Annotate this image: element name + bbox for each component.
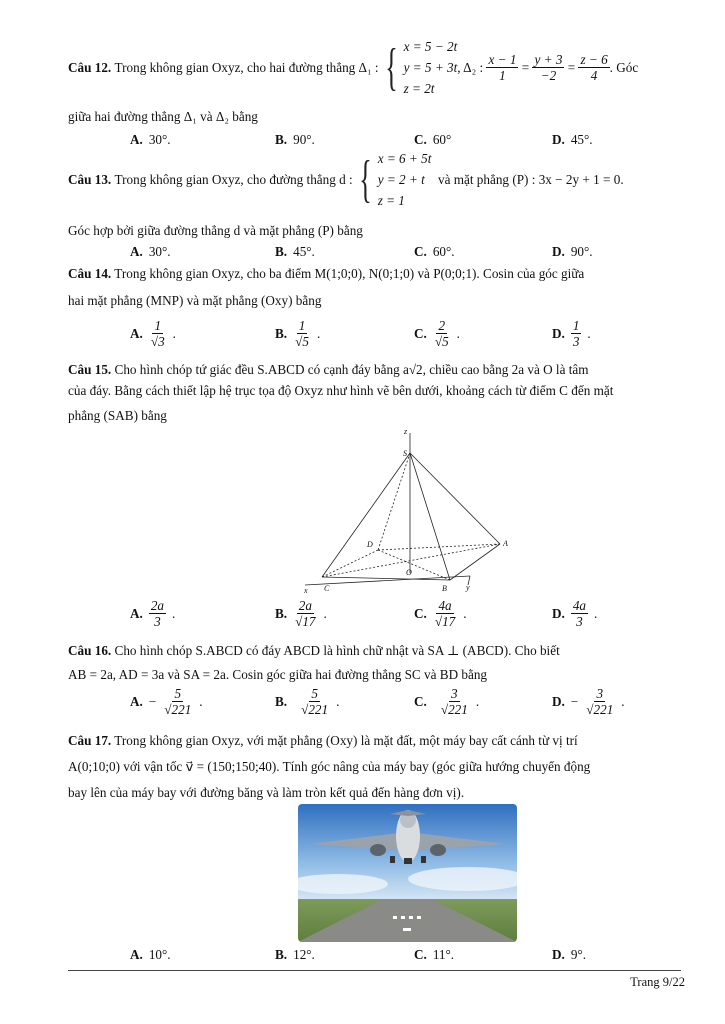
question-13: Câu 13. Trong không gian Oxyz, cho đường thẳng d : { x = 6 + 5t y = 2 + t z = 1 và mặt phẳng (P) : 3x − 2y + 1 = 0. xyxy=(68,148,681,211)
label-d: D xyxy=(367,540,373,549)
option-a[interactable]: A. 30°. xyxy=(130,132,171,147)
edge-dc xyxy=(322,550,378,577)
fraction-z: $\frac{z - 6}{4}$ xyxy=(580,52,608,83)
option-b[interactable]: B. 90°. xyxy=(275,132,315,147)
edge-ba xyxy=(450,544,500,580)
option-b[interactable]: B. $\frac{2a}{√17}$ . xyxy=(275,598,327,629)
question-16: Câu 16. Cho hình chóp S.ABCD có đáy ABCD là hình chữ nhật và SA ⊥ (ABCD). Cho biết AB = 2a, AD = 3a và SA = 2a. Cosin góc giữa hai đường thẳng SC và BD bằng xyxy=(68,643,560,682)
fraction-y: $\frac{y + 3}{-2}$ xyxy=(534,52,563,83)
option-c[interactable]: C. $\frac{3}{√221}$ . xyxy=(414,686,480,717)
line-d1-system: { x = 5 − 2t y = 5 + 3t z = 2t xyxy=(384,38,458,96)
airplane-photo xyxy=(298,804,517,942)
option-a[interactable]: A. $\frac{1}{√3}$ . xyxy=(130,318,176,349)
question-15-options xyxy=(0,598,725,638)
page-number: Trang 9/22 xyxy=(630,975,685,989)
question-12: Câu 12. Trong không gian Oxyz, cho hai đường thẳng Δ₁ : { x = 5 − 2t y = 5 + 3t z = 2t , Δ₂ : $\frac{x - 1}{1}$ = $\frac{y + 3}{-2}$ = $\frac{z - 6}{4}$ . Góc xyxy=(68,36,681,99)
question-14: Câu 14. Trong không gian Oxyz, cho ba điểm M(1;0;0), N(0;1;0) và P(0;0;1). Cosin của góc giữa hai mặt phẳng (MNP) và mặt phẳng (Oxy) bằng xyxy=(68,266,585,308)
option-b[interactable]: B. $\frac{1}{√5}$ . xyxy=(275,318,321,349)
option-c[interactable]: C. 60°. xyxy=(414,244,455,259)
diagonal-db xyxy=(378,550,450,580)
label-o: O xyxy=(406,568,412,577)
option-a[interactable]: A. − $\frac{5}{√221}$ . xyxy=(130,686,203,717)
question-13-line2: Góc hợp bởi giữa đường thẳng d và mặt phẳng (P) bằng xyxy=(68,223,363,238)
option-d[interactable]: D. 45°. xyxy=(552,132,593,147)
question-15: Câu 15. Cho hình chóp tứ giác đều S.ABCD có cạnh đáy bằng a√2, chiều cao bằng 2a và O là tâm của đáy. Bằng cách thiết lập hệ trục tọa độ Oxyz như hình vẽ bên dưới, khoảng cách từ điểm C đến mặt phẳng (SAB) bằng xyxy=(68,362,614,423)
line-d2-prefix: , Δ₂ : xyxy=(457,60,484,75)
label-z: z xyxy=(404,427,408,436)
line-d-system: { x = 6 + 5t y = 2 + t z = 1 xyxy=(358,150,432,208)
label-s: S xyxy=(403,449,407,458)
edge-sd xyxy=(378,453,410,550)
question-17-options xyxy=(0,945,725,985)
option-d[interactable]: D. $\frac{4a}{3}$ . xyxy=(552,598,598,629)
option-a[interactable]: A. 30°. xyxy=(130,244,171,259)
question-12-lead: Trong không gian Oxyz, cho hai đường thẳng Δ₁ : xyxy=(114,60,379,75)
label-a: A xyxy=(503,539,508,548)
question-12-label: Câu 12. xyxy=(68,60,112,75)
option-b[interactable]: B. 45°. xyxy=(275,244,315,259)
option-a[interactable]: A. 10°. xyxy=(130,947,171,962)
question-12-line2: giữa hai đường thẳng Δ₁ và Δ₂ bằng xyxy=(68,109,258,124)
label-x: x xyxy=(304,586,308,595)
option-d[interactable]: D. 90°. xyxy=(552,244,593,259)
question-14-options xyxy=(0,318,725,358)
option-d[interactable]: D. 9°. xyxy=(552,947,586,962)
fraction-x: $\frac{x - 1}{1}$ xyxy=(488,52,517,83)
option-c[interactable]: C. 11°. xyxy=(414,947,455,962)
option-b[interactable]: B. 12°. xyxy=(275,947,315,962)
footer-divider xyxy=(68,970,681,971)
edge-sc xyxy=(322,453,410,577)
label-c: C xyxy=(324,584,330,593)
option-c[interactable]: C. 60° xyxy=(414,132,452,147)
option-d[interactable]: D. − $\frac{3}{√221}$ . xyxy=(552,686,625,717)
question-16-options xyxy=(0,686,725,726)
pyramid-figure xyxy=(300,425,525,597)
option-a[interactable]: A. $\frac{2a}{3}$ . xyxy=(130,598,176,629)
option-c[interactable]: C. $\frac{4a}{√17}$ . xyxy=(414,598,467,629)
edge-sa xyxy=(410,453,500,544)
option-c[interactable]: C. $\frac{2}{√5}$ . xyxy=(414,318,460,349)
edge-sb xyxy=(410,453,450,580)
label-b: B xyxy=(442,584,447,593)
option-b[interactable]: B. $\frac{5}{√221}$ . xyxy=(275,686,340,717)
option-d[interactable]: D. $\frac{1}{3}$ . xyxy=(552,318,591,349)
question-17: Câu 17. Trong không gian Oxyz, với mặt phẳng (Oxy) là mặt đất, một máy bay cất cánh từ vị trí A(0;10;0) với vận tốc v⃗ = (150;150;40). Tính góc nâng của máy bay (góc giữa hướng chuyển động bay lên của máy bay với đường băng và làm tròn kết quả đến hàng đơn vị). xyxy=(68,733,591,800)
label-y: y xyxy=(466,583,470,592)
